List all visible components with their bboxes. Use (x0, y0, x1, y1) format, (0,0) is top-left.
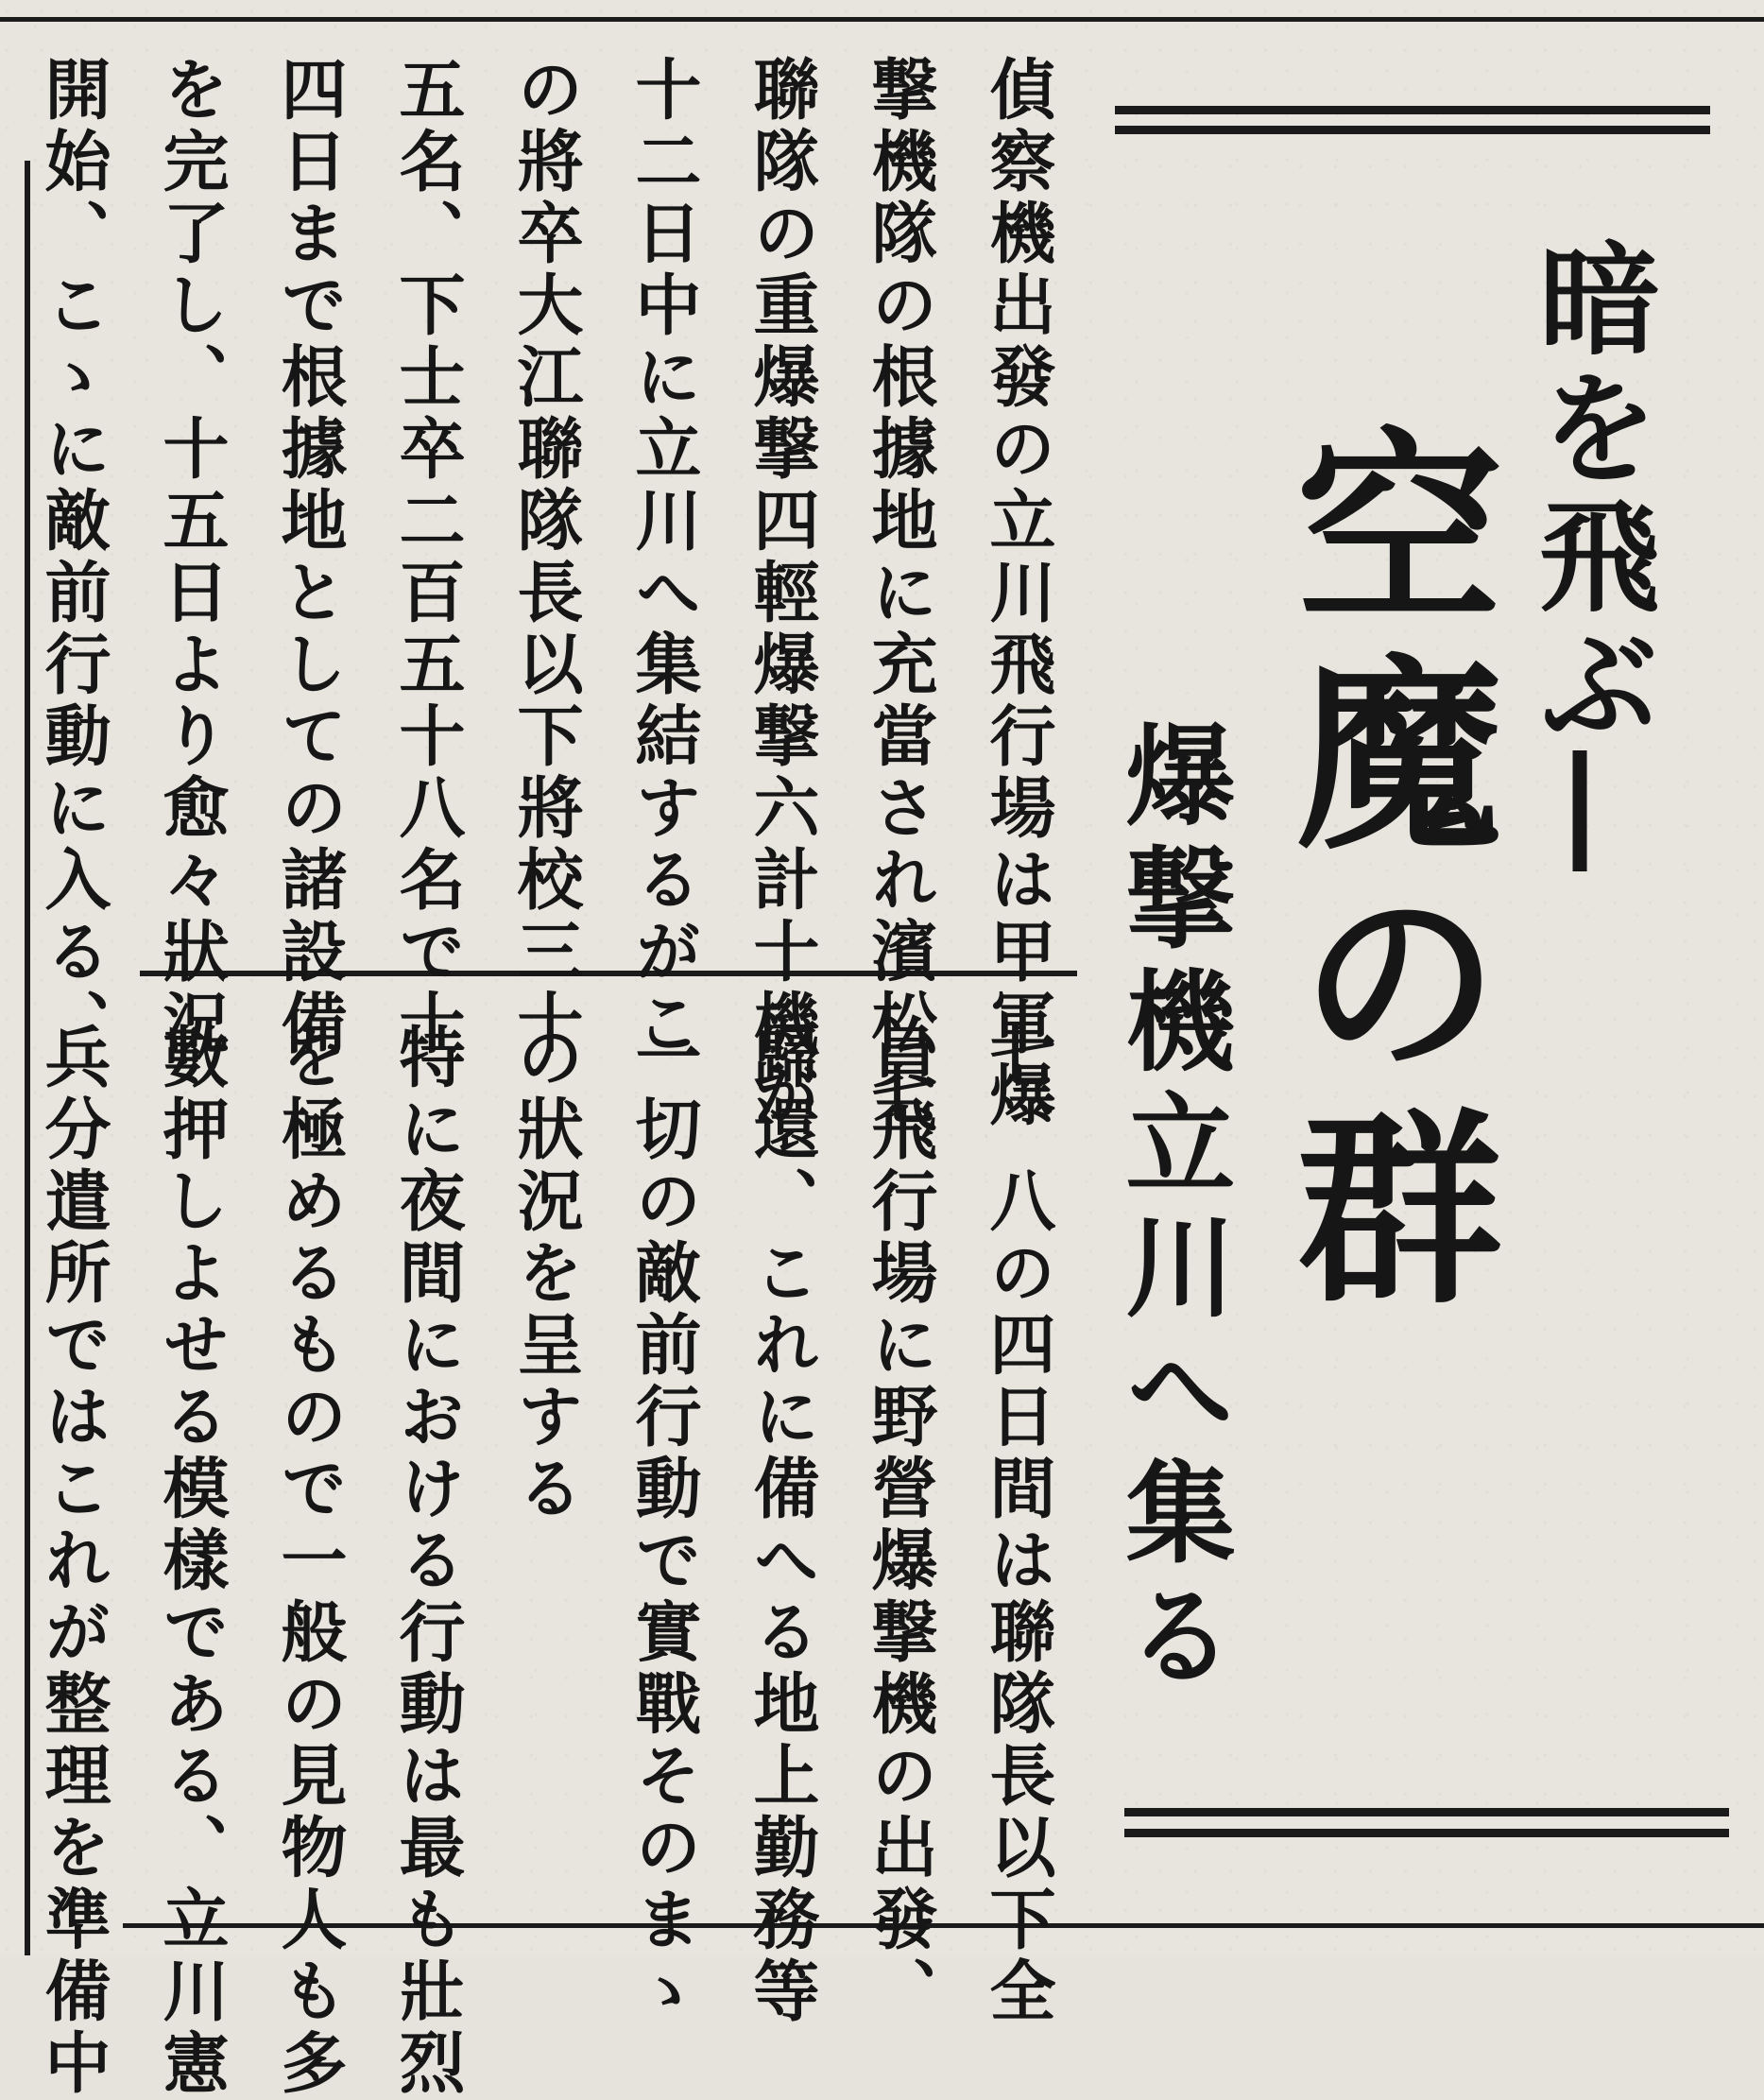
headline-line-3: 爆撃機立川へ集る (1107, 718, 1236, 1701)
top-border-rule (0, 17, 1764, 22)
headline-double-rule-bottom-2 (1124, 1829, 1729, 1837)
headline-double-rule-top-2 (1115, 126, 1710, 134)
article-body-lower: 七、八の四日間は聯隊長以下全 員飛行場に野營爆撃機の出發、 歸還、これに備へる地上勤務等 一切の敵前行動で實戰そのまゝ の狀況を呈する 特に夜間における行動は最も壯烈 を極めるもので一般の見物人も多 數押しよせる模樣である、立川憲 兵分遣所ではこれが整理を準備中 (34, 1023, 1057, 2100)
article-body-upper: 偵察機出發の立川飛行場は甲軍爆 撃機隊の根據地に充當され濱松七 聯隊の重爆撃四輕爆撃六計十機が 十二日中に立川へ集結するがこ の將卒大江聯隊長以下將校三十 五名、下士卒二百五十八名で十 四日まで根據地としての諸設備 を完了し、十五日より愈々狀況 開始、こゝに敵前行動に入る、 (34, 55, 1057, 1132)
headline-line-2: 空魔の群 (1262, 421, 1504, 1328)
headline-double-rule-top-1 (1115, 106, 1710, 114)
headline-double-rule-bottom-1 (1124, 1808, 1729, 1816)
headline-line-1: 暗を飛ぶ― (1518, 236, 1660, 879)
